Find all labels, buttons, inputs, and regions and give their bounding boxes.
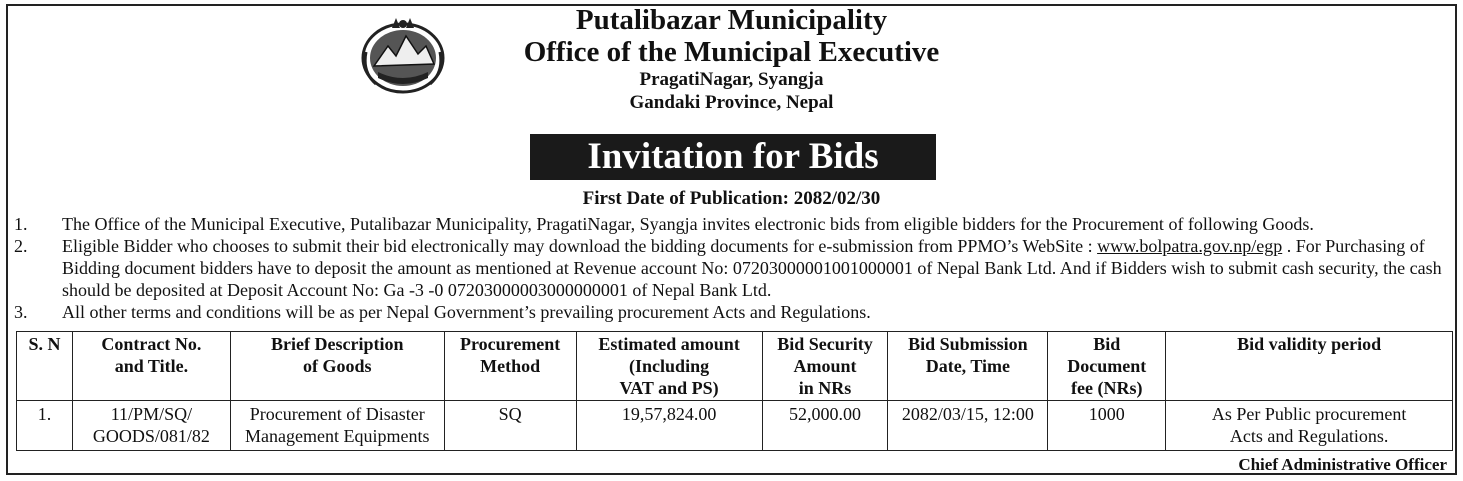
list-item xyxy=(14,301,1454,323)
notice-items xyxy=(14,213,1454,323)
bolpatra-link[interactable]: www.bolpatra.gov.np/egp xyxy=(1097,236,1283,256)
cell-description: Procurement of Disaster Management Equipments xyxy=(230,401,444,451)
table-row xyxy=(17,401,1453,451)
header-method: Procurement Method xyxy=(444,332,576,401)
office-name: Office of the Municipal Executive xyxy=(523,36,940,68)
cell-estimated: 19,57,824.00 xyxy=(576,401,762,451)
letterhead xyxy=(0,4,1463,115)
cell-sn: 1. xyxy=(17,401,73,451)
header-description: Brief Description of Goods xyxy=(230,332,444,401)
address-line-2: Gandaki Province, Nepal xyxy=(629,92,834,113)
header-fee: Bid Document fee (NRs) xyxy=(1048,332,1166,401)
item-number: 2. xyxy=(14,236,28,256)
header-security: Bid Security Amount in NRs xyxy=(762,332,888,401)
item-text: The Office of the Municipal Executive, Putalibazar Municipality, PragatiNagar, Syangja invites electronic bids from eligible bidders for the Procurement of following Goods. xyxy=(62,214,1314,234)
municipality-name: Putalibazar Municipality xyxy=(575,4,888,36)
header-submission: Bid Submission Date, Time xyxy=(888,332,1048,401)
header-validity: Bid validity period xyxy=(1166,332,1453,401)
item-number: 1. xyxy=(14,214,28,234)
item-text xyxy=(62,235,1454,301)
item-text: All other terms and conditions will be as per Nepal Government’s prevailing procurement Acts and Regulations. xyxy=(62,302,871,322)
cell-contract: 11/PM/SQ/ GOODS/081/82 xyxy=(72,401,230,451)
list-item xyxy=(14,213,1454,235)
address-line-1: PragatiNagar, Syangja xyxy=(639,69,824,90)
cell-validity: As Per Public procurement Acts and Regulations. xyxy=(1166,401,1453,451)
list-item xyxy=(14,235,1454,301)
item-text-part: . For Purchasing of Bidding document bidders have to deposit the amount as mentioned at Revenue account No: 07203000001001000001 of Nepal Bank Ltd. And if Bidders wish to submit cash security, the cash should be deposited at Deposit Account No: Ga -3 -0 07203000003000000001 of Nepal Bank Ltd. xyxy=(62,236,1442,300)
header-estimated: Estimated amount (Including VAT and PS) xyxy=(576,332,762,401)
cell-submission: 2082/03/15, 12:00 xyxy=(888,401,1048,451)
signatory: Chief Administrative Officer xyxy=(1238,455,1447,474)
table-header-row xyxy=(17,332,1453,401)
item-number: 3. xyxy=(14,302,28,322)
item-text-part: Eligible Bidder who chooses to submit their bid electronically may download the bidding documents for e-submission from PPMO’s WebSite : xyxy=(62,236,1098,256)
publication-date: First Date of Publication: 2082/02/30 xyxy=(582,188,881,209)
header-contract: Contract No. and Title. xyxy=(72,332,230,401)
cell-method: SQ xyxy=(444,401,576,451)
header-sn: S. N xyxy=(17,332,73,401)
cell-security: 52,000.00 xyxy=(762,401,888,451)
bids-table xyxy=(16,331,1453,451)
cell-fee: 1000 xyxy=(1048,401,1166,451)
notice-title: Invitation for Bids xyxy=(530,134,936,180)
